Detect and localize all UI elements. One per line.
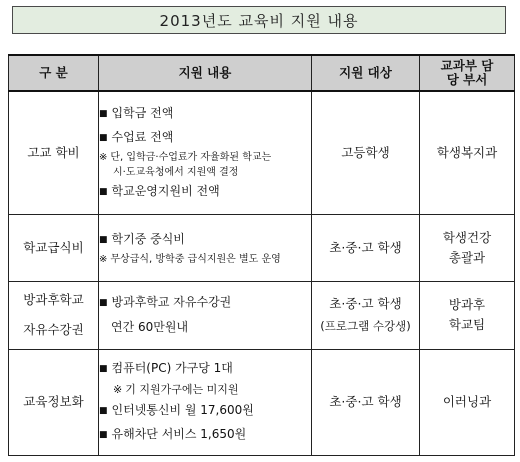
table-row [9,281,515,349]
bullet-square-icon: ■ [99,132,108,143]
table-row [9,214,515,281]
content-line: 연간 60만원내 [111,320,189,334]
bullet-square-icon: ■ [99,430,108,440]
bullet-square-icon: ■ [99,406,108,416]
row-content [99,281,312,349]
row-dept [420,214,515,281]
document-title [12,6,506,34]
row-category: 교육정보화 [9,349,99,455]
row-dept: 학생복지과 [420,91,515,214]
row-category [9,281,99,349]
header-category: 구 분 [9,55,99,91]
bullet-square-icon: ■ [99,235,108,245]
table-header-row [9,55,515,91]
row-dept: 이러닝과 [420,349,515,455]
row-dept-line: 학생건강 [442,229,492,245]
row-target: 고등학생 [312,91,420,214]
row-content [99,349,312,455]
row-category: 학교급식비 [9,214,99,281]
bullet-square-icon: ■ [99,364,108,374]
content-bullet: ■ 컴퓨터(PC) 가구당 1대 [99,361,233,375]
row-content [99,214,312,281]
row-target-line: (프로그램 수강생) [320,319,411,333]
bullet-square-icon: ■ [99,186,108,197]
row-dept-line: 학교팀 [448,317,486,332]
row-target: 초·중·고 학생 [312,349,420,455]
content-bullet: ■ 입학금 전액 [99,105,174,120]
note-mark: ※ [99,151,108,163]
row-target-line: 초·중·고 학생 [329,296,402,311]
row-target [312,281,420,349]
header-dept-text: 교과부 담당 부서 [440,58,494,87]
content-bullet: ■ 인터넷통신비 월 17,600원 [99,403,254,417]
content-note: ※ 기 지원가구에는 미지원 [113,383,239,396]
row-dept-line: 방과후 [448,297,486,312]
bullet-square-icon: ■ [99,108,108,119]
content-bullet: ■ 방과후학교 자유수강권 [99,295,232,309]
note-mark: ※ [99,254,108,265]
content-bullet: ■ 학교운영지원비 전액 [99,183,220,198]
content-note: ※ 단, 입학금·수업료가 자율화된 학교는 [99,151,272,163]
header-content: 지원 내용 [99,55,312,91]
row-dept-line: 총괄과 [448,249,486,265]
content-bullet: ■ 유해차단 서비스 1,650원 [99,427,247,441]
row-category-line: 자유수강권 [23,322,84,337]
row-target: 초·중·고 학생 [312,214,420,281]
header-target: 지원 대상 [312,55,420,91]
content-bullet: ■ 수업료 전액 [99,129,174,144]
header-dept [420,55,515,91]
table-row [9,91,515,214]
row-category-line: 방과후학교 [23,292,84,307]
support-table [8,54,515,456]
content-note-cont: 시·도교육청에서 지원액 결정 [113,166,239,178]
content-bullet: ■ 학기중 중식비 [99,232,185,246]
row-dept [420,281,515,349]
row-category: 고교 학비 [9,91,99,214]
content-note: ※ 무상급식, 방학중 급식지원은 별도 운영 [99,254,281,265]
table-row [9,349,515,455]
note-mark: ※ [113,383,123,396]
document-title-text: 2013년도 교육비 지원 내용 [159,11,359,30]
bullet-square-icon: ■ [99,298,108,308]
row-content [99,91,312,214]
